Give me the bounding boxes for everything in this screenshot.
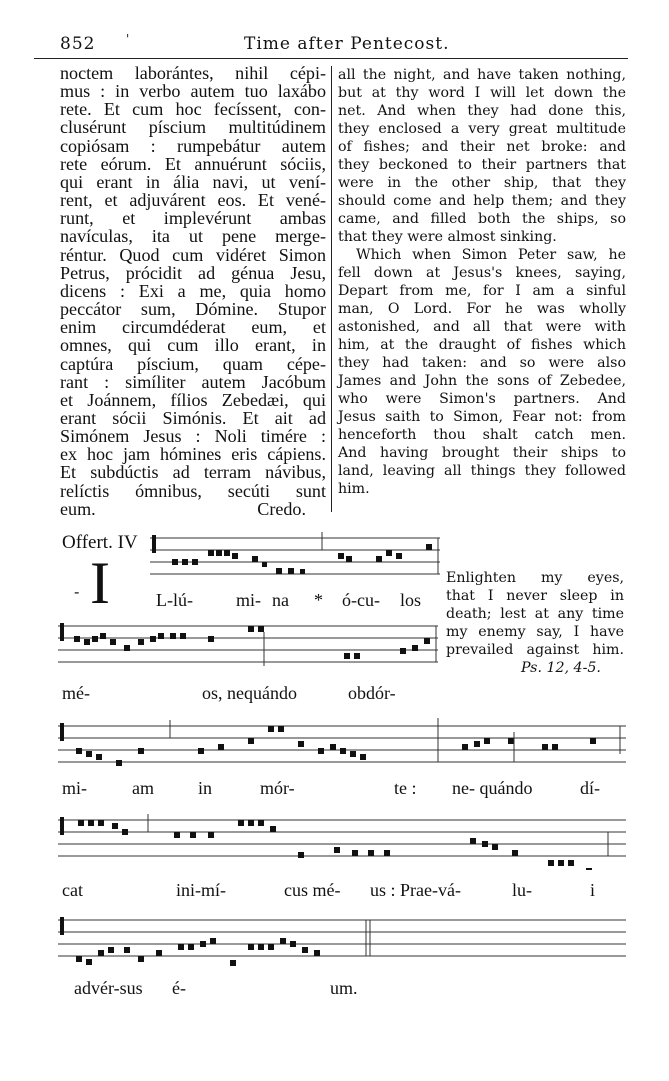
english-line: James and John the sons of Zebedee, xyxy=(338,373,626,389)
syllable: L-lú- xyxy=(156,590,193,610)
page-title: Time after Pentecost. xyxy=(244,34,450,54)
chant-staff-1 xyxy=(150,530,440,584)
english-line: Which when Simon Peter saw, he xyxy=(356,247,626,263)
latin-line: relíctis ómnibus, secúti sunt xyxy=(60,480,326,501)
english-line: were in the other ship, that they xyxy=(338,175,626,191)
latin-line: et Joánnem, fílios Zebedæi, qui xyxy=(60,389,326,410)
syllable: ó-cu- xyxy=(342,590,380,610)
header-mark: ' xyxy=(126,32,130,46)
latin-line-last xyxy=(60,500,326,518)
syllable: los xyxy=(400,590,422,610)
syllable: mór- xyxy=(260,778,295,798)
syllable: na xyxy=(272,590,289,610)
english-line: but at thy word I will let down the xyxy=(338,85,626,101)
syllable: cat xyxy=(62,880,83,900)
english-line: him. xyxy=(338,481,370,497)
latin-line: rent, et adjuvárent eos. Et vené- xyxy=(60,190,326,211)
psalm-reference: Ps. 12, 4-5. xyxy=(521,660,601,676)
syllable: mi- xyxy=(62,778,87,798)
latin-line: clusérunt píscium multitúdinem xyxy=(60,117,326,138)
english-line: net. And when they had done this, xyxy=(338,103,626,119)
syllable: mi- xyxy=(236,590,261,610)
english-line: all the night, and have taken nothing, xyxy=(338,67,626,83)
english-line: they had taken: and so were also xyxy=(338,355,626,371)
latin-line: rete eórum. Et annuérunt sóciis, xyxy=(60,153,326,174)
latin-line: navículas, ita ut pene merge- xyxy=(60,226,326,247)
page-header xyxy=(34,32,628,59)
english-line: fell down at Jesus's knees, saying, xyxy=(338,265,626,281)
chant-staff-3 xyxy=(58,718,626,770)
offertory-label: Offert. IV xyxy=(62,532,138,553)
latin-line: qui erant in ália navi, ut vení- xyxy=(60,171,326,192)
english-line: Depart from me, for I am a sinful xyxy=(338,283,626,299)
latin-line: mus : in verbo autem tuo laxábo xyxy=(60,81,326,102)
syllable: obdór- xyxy=(348,683,396,703)
latin-line: peccátor sum, Dómine. Stupor xyxy=(60,299,326,320)
english-line: astonished, and all that were with xyxy=(338,319,626,335)
offertory-english-line: Enlighten my eyes, xyxy=(446,570,624,586)
syllable: te : xyxy=(394,778,417,798)
english-line: him, at the draught of fishes which xyxy=(338,337,626,353)
chant-staff-5 xyxy=(58,912,626,972)
english-line: Jesus saith to Simon, Fear not: from xyxy=(338,409,626,425)
latin-line: ex hoc jam hómines eris cápiens. xyxy=(60,444,326,465)
english-text-column xyxy=(338,66,626,498)
offertory-english-line: my enemy say, I have xyxy=(446,624,624,640)
latin-line: captúra píscium, quam cépe- xyxy=(60,353,326,374)
syllable: am xyxy=(132,778,154,798)
english-line: land, leaving all things they followed xyxy=(338,463,626,479)
latin-last-word: eum. xyxy=(60,498,96,519)
latin-line: dicens : Exi a me, quia homo xyxy=(60,280,326,301)
chant-staff-2 xyxy=(58,618,438,670)
syllable: os, nequándo xyxy=(202,683,297,703)
english-line: of fishes; and their net broke: and xyxy=(338,139,626,155)
syllable: advér-sus xyxy=(74,978,143,998)
latin-line: Simónem Jesus : Noli timére : xyxy=(60,426,326,447)
latin-line: noctem laborántes, nihil cépi- xyxy=(60,63,326,83)
english-line: man, O Lord. For he was wholly xyxy=(338,301,626,317)
english-line: henceforth thou shalt catch men. xyxy=(338,427,626,443)
english-line: they enclosed a very great multitude xyxy=(338,121,626,137)
syllable: mé- xyxy=(62,683,90,703)
english-line: who were Simon's partners. And xyxy=(338,391,626,407)
syllable: in xyxy=(198,778,213,798)
syllable: ini-mí- xyxy=(176,880,226,900)
syllable: lu- xyxy=(512,880,532,900)
latin-line: omnes, qui cum illo erant, in xyxy=(60,335,326,356)
syllable: um. xyxy=(330,978,358,998)
english-line: And having brought their ships to xyxy=(338,445,626,461)
offertory-dash: - xyxy=(74,582,80,601)
syllable: i xyxy=(590,880,596,900)
syllable: cus mé- xyxy=(284,880,341,900)
latin-line: erant sócii Simónis. Et ait ad xyxy=(60,407,326,428)
column-divider xyxy=(331,66,332,512)
syllable: dí- xyxy=(580,778,600,798)
latin-text-column xyxy=(60,64,326,518)
latin-line: enim circumdéderat eum, et xyxy=(60,317,326,338)
syllable: ne- quándo xyxy=(452,778,533,798)
latin-line: rant : simíliter autem Jacóbum xyxy=(60,371,326,392)
credo-rubric: Credo. xyxy=(257,498,306,519)
drop-cap-initial: I xyxy=(90,550,110,616)
latin-line: réntur. Quod cum vidéret Simon xyxy=(60,244,326,265)
syllable: é- xyxy=(172,978,186,998)
offertory-english xyxy=(446,569,624,659)
english-line: should come and help them; and they xyxy=(338,193,626,209)
latin-line: runt, et implevérunt ambas xyxy=(60,208,326,229)
english-line: that they were almost sinking. xyxy=(338,229,557,245)
latin-line: Et subdúctis ad terram návibus, xyxy=(60,462,326,483)
english-line: they beckoned to their partners that xyxy=(338,157,626,173)
chant-staff-4 xyxy=(58,812,626,870)
syllable: * xyxy=(314,590,323,610)
latin-line: rete. Et cum hoc fecíssent, con- xyxy=(60,99,326,120)
offertory-english-line: death; lest at any time xyxy=(446,606,624,622)
syllable: us : Prae-vá- xyxy=(370,880,461,900)
latin-line: Petrus, prócidit ad génua Jesu, xyxy=(60,262,326,283)
english-line: came, and filled both the ships, so xyxy=(338,211,626,227)
offertory-english-line: that I never sleep in xyxy=(446,588,624,604)
page-number: 852 xyxy=(60,34,96,54)
latin-line: copiósam : rumpebátur autem xyxy=(60,135,326,156)
offertory-english-line: prevailed against him. xyxy=(446,642,624,658)
